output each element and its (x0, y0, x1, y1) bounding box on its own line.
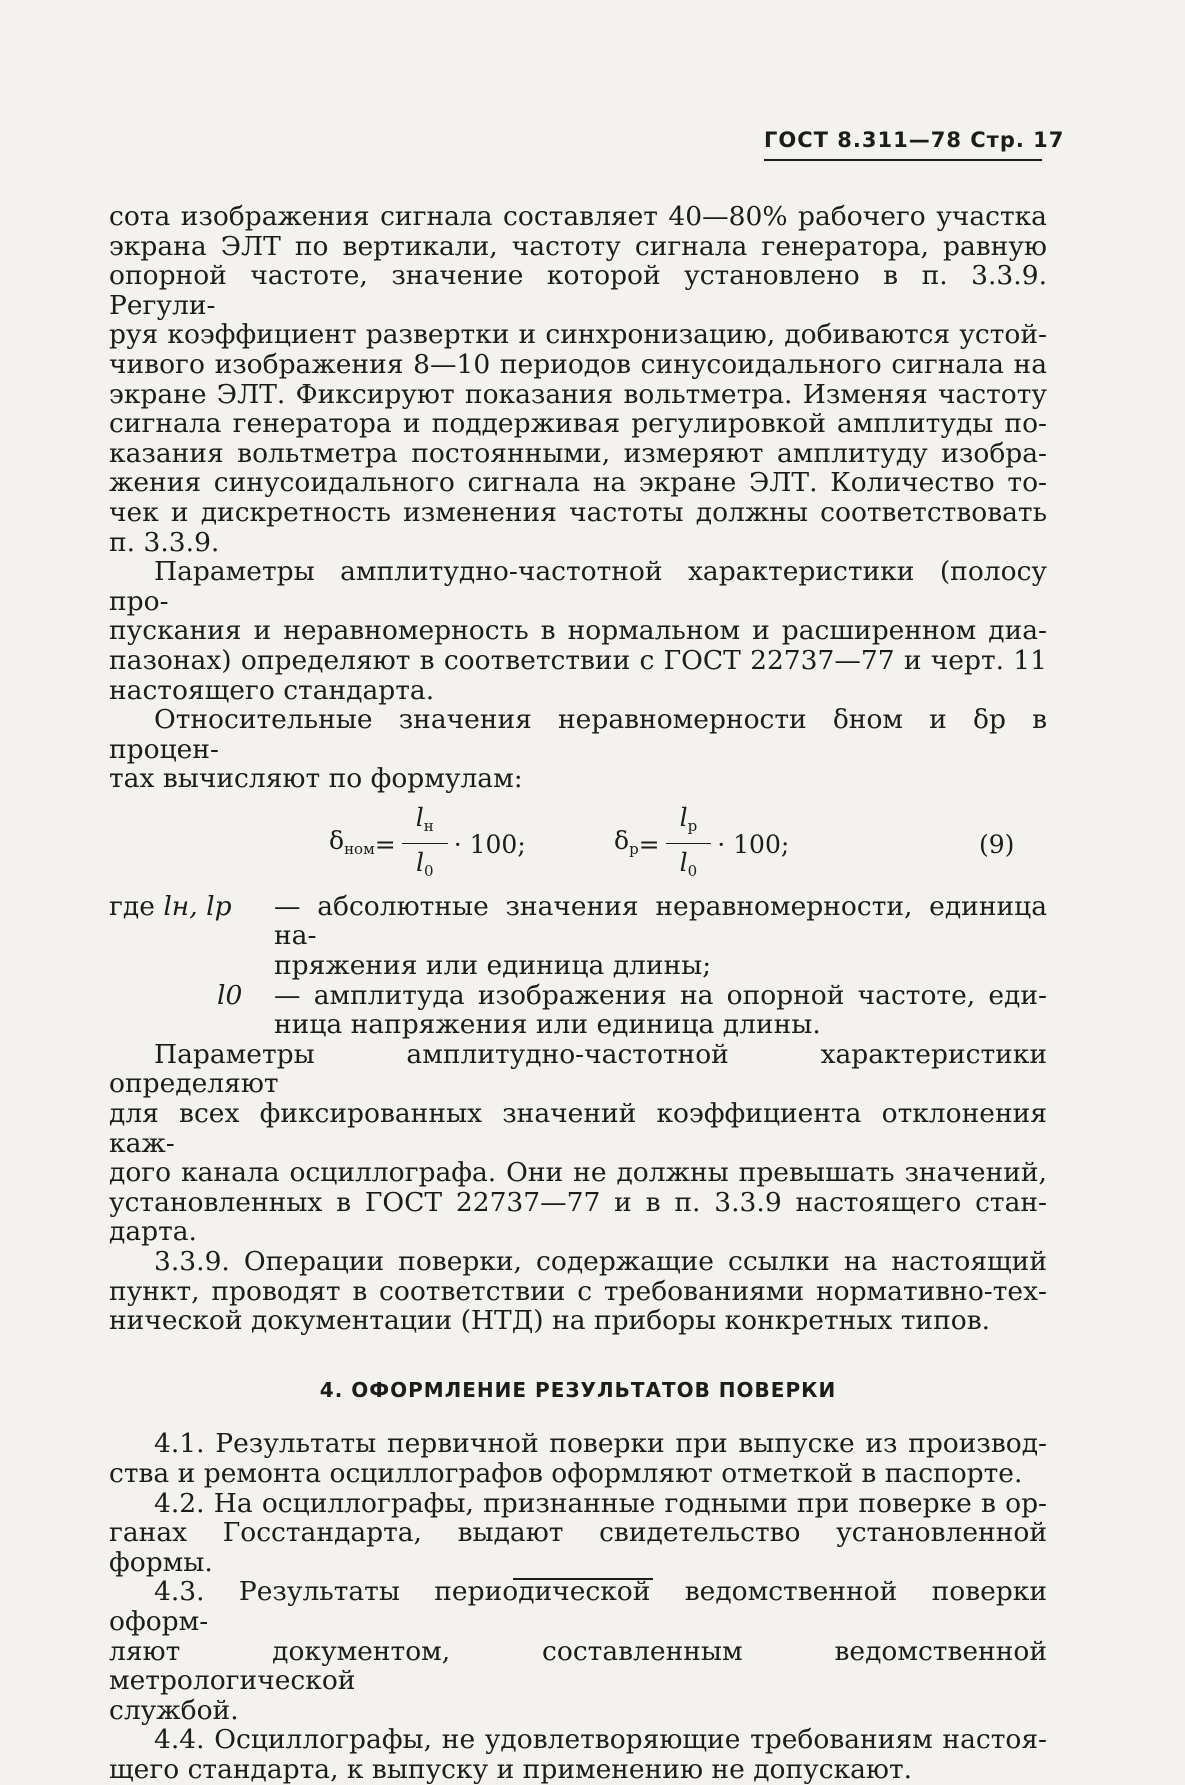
text-line: ства и ремонта осциллографов оформляют отметкой в паспорте. (109, 1457, 1023, 1489)
text-line: пункт, проводят в соответствии с требованиями нормативно-тех- (109, 1275, 1047, 1307)
text-line: сигнала генератора и поддерживая регулировкой амплитуды по- (109, 408, 1047, 440)
formula-number: (9) (979, 830, 1015, 860)
text-line: дарта. (109, 1216, 197, 1248)
text-line: ляют документом, составленным ведомственной метрологической (109, 1635, 1047, 1697)
text-line: чек и дискретность изменения частоты должны соответствовать (109, 496, 1047, 528)
where-block (109, 892, 1047, 1040)
equals-sign: = (374, 830, 396, 860)
symbol-ln-lp: lн, lр (163, 890, 232, 922)
text-line: настоящего стандарта. (109, 674, 435, 706)
formula-9 (109, 800, 1047, 890)
text-line: 4.3. Результаты периодической ведомственной поверки оформ- (109, 1576, 1047, 1637)
text-line: установленных в ГОСТ 22737—77 и в п. 3.3.9 настоящего стан- (109, 1186, 1047, 1218)
where-lead: где lн, lр (109, 890, 232, 922)
closing-rule (513, 1578, 653, 1580)
text-line: щего стандарта, к выпуску и применению не допускают. (109, 1753, 913, 1785)
text-line: Относительные значения неравномерности δном и δр в процен- (109, 704, 1047, 765)
text-line: чивого изображения 8—10 периодов синусоидального сигнала на (109, 348, 1047, 380)
formula-lhs: $\delta_р$ (614, 825, 639, 858)
formula-lhs: $\delta_{ном}$ (329, 825, 375, 858)
text-line: для всех фиксированных значений коэффициента отклонения каж- (109, 1098, 1047, 1159)
text-line: дого канала осциллографа. Они не должны превышать значений, (109, 1157, 1047, 1189)
formula-tail: · 100; (717, 830, 790, 860)
formula-delta-p (614, 800, 789, 890)
text-line: 4.4. Осциллографы, не удовлетворяющие требованиям настоя- (154, 1724, 1047, 1756)
text-line: экрана ЭЛТ по вертикали, частоту сигнала генератора, равную (109, 230, 1047, 262)
text-line: казания вольтметра постоянными, измеряют амплитуду изобра- (109, 437, 1047, 469)
symbol-l0: l0 (217, 979, 243, 1011)
body-text (109, 202, 1047, 1785)
text-line: опорной частоте, значение которой установлено в п. 3.3.9. Регули- (109, 260, 1047, 321)
fraction: $\frac{l_р}{l_0}$ (666, 803, 712, 887)
text-line: пазонах) определяют в соответствии с ГОСТ 22737—77 и черт. 11 (109, 644, 1047, 676)
text-line: экране ЭЛТ. Фиксируют показания вольтметра. Изменяя частоту (109, 378, 1047, 410)
text-line: жения синусоидального сигнала на экране ЭЛТ. Количество то- (109, 467, 1047, 499)
section-heading: 4. ОФОРМЛЕНИЕ РЕЗУЛЬТАТОВ ПОВЕРКИ (319, 1377, 837, 1402)
text-line: руя коэффициент развертки и синхронизацию, добиваются устой- (109, 319, 1047, 351)
text-line: 4.1. Результаты первичной поверки при выпуске из производ- (154, 1428, 1047, 1460)
text-line: 4.2. На осциллографы, признанные годными при поверке в ор- (154, 1487, 1047, 1519)
text-line: Параметры амплитудно-частотной характеристики (полосу про- (109, 556, 1047, 617)
page-header: ГОСТ 8.311—78 Стр. 17 (764, 128, 1042, 161)
text-line: 3.3.9. Операции поверки, содержащие ссылки на настоящий (154, 1246, 1047, 1277)
text-line: сота изображения сигнала составляет 40—80% рабочего участка (109, 201, 1047, 232)
definition-line: ница напряжения или единица длины. (274, 1009, 821, 1041)
text-line: тах вычисляют по формулам: (109, 763, 523, 795)
text-line: Параметры амплитудно-частотной характеристики определяют (109, 1038, 1047, 1100)
text-line: пускания и неравномерность в нормальном и расширенном диа- (109, 615, 1047, 647)
formula-delta-nom (329, 800, 526, 890)
definition-line: — амплитуда изображения на опорной частоте, еди- (274, 979, 1047, 1011)
fraction: $\frac{l_н}{l_0}$ (402, 803, 448, 887)
text-line: нической документации (НТД) на приборы конкретных типов. (109, 1305, 991, 1337)
text-line: п. 3.3.9. (109, 526, 220, 558)
text-line: службой. (109, 1694, 239, 1726)
text-line: ганах Госстандарта, выдают свидетельство установленной формы. (109, 1517, 1047, 1578)
definition-line: пряжения или единица длины; (274, 950, 712, 982)
formula-tail: · 100; (453, 830, 526, 860)
definition-line: — абсолютные значения неравномерности, единица на- (274, 890, 1047, 952)
equals-sign: = (638, 830, 660, 860)
